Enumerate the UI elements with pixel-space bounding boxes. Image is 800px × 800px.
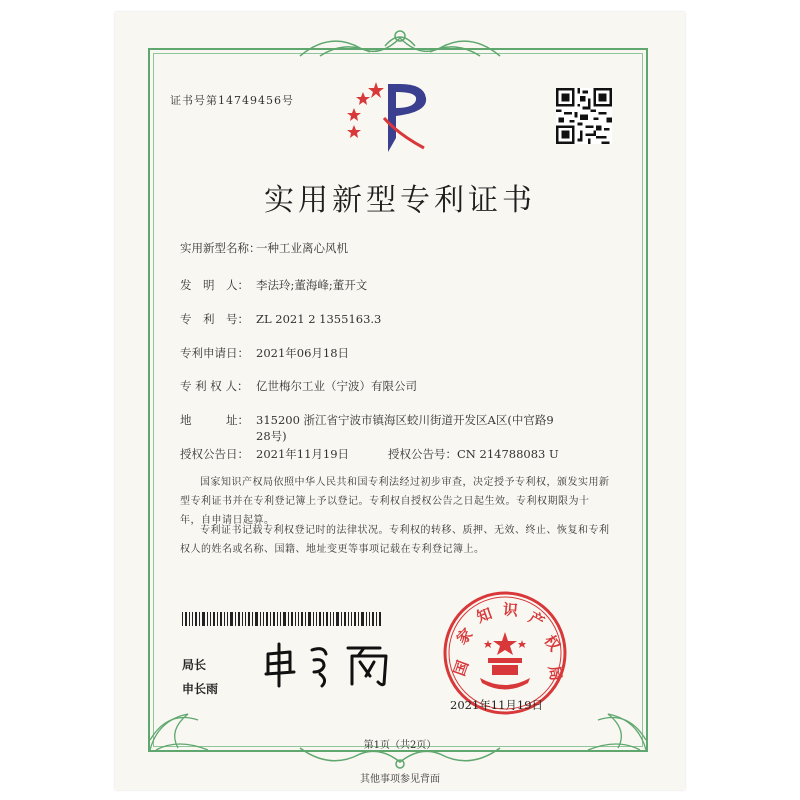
- field-value: 李法玲;董海峰;董开文: [256, 278, 368, 292]
- svg-text:局: 局: [544, 664, 566, 683]
- field-value-continued: 28号): [256, 429, 287, 443]
- svg-text:知: 知: [474, 604, 495, 627]
- director-signature: [262, 640, 402, 690]
- field-label: 授权公告日：: [180, 447, 249, 461]
- field-value: ZL 2021 2 1355163.3: [256, 312, 382, 326]
- footer-note: 其他事项参见背面: [360, 774, 440, 785]
- field-value: 亿世梅尔工业（宁波）有限公司: [256, 379, 417, 393]
- paragraph-grant-statement: 国家知识产权局依照中华人民共和国专利法经过初步审查，决定授予专利权，颁发实用新型专利证书并在专利登记簿上予以登记。专利权自授权公告之日起生效。专利权期限为十年，自申请日起算。: [180, 477, 610, 526]
- svg-text:产: 产: [525, 608, 548, 632]
- field-value: 315200 浙江省宁波市镇海区蛟川街道开发区A区(中官路9: [256, 413, 554, 427]
- barcode: [182, 612, 382, 626]
- patent-office-logo: [338, 78, 438, 160]
- page-number: 第1页（共2页）: [363, 740, 437, 751]
- director-name: 申长雨: [182, 682, 219, 696]
- field-label: 专 利 权 人：: [180, 379, 249, 393]
- field-label: 发 明 人：: [180, 278, 249, 292]
- certificate-title: 实用新型专利证书: [264, 183, 536, 218]
- field-value: 一种工业离心风机: [256, 241, 348, 255]
- field-grant-date: [180, 446, 559, 462]
- field-label: 地 址：: [180, 413, 249, 427]
- director-title: 局长: [182, 658, 207, 672]
- svg-text:家: 家: [452, 624, 477, 649]
- field-patent-number: [180, 311, 381, 327]
- field-application-date: [180, 345, 349, 361]
- svg-text:识: 识: [502, 600, 519, 620]
- certificate-number: 证书号第14749456号: [170, 94, 294, 107]
- field-value: 2021年06月18日: [256, 346, 350, 360]
- field-address: [180, 412, 554, 444]
- field-label: 专 利 号：: [180, 312, 249, 326]
- top-ornament: [290, 26, 510, 62]
- field-extra-label: 授权公告号：: [388, 447, 457, 461]
- field-inventors: [180, 277, 367, 293]
- svg-text:权: 权: [540, 631, 564, 655]
- paragraph-legal-status: 专利证书记载专利权登记时的法律状况。专利权的转移、质押、无效、终止、恢复和专利权人的姓名或名称、国籍、地址变更等事项记载在专利登记簿上。: [180, 525, 610, 555]
- field-label: 专利申请日：: [180, 346, 249, 360]
- field-utility-model-name: [180, 240, 348, 256]
- field-extra-value: CN 214788083 U: [457, 447, 559, 461]
- svg-text:国: 国: [450, 658, 473, 679]
- qr-code: [556, 88, 612, 144]
- field-label: 实用新型名称：: [180, 241, 261, 255]
- field-value-block: [256, 412, 554, 444]
- seal-date: 2021年11月19日: [450, 698, 544, 712]
- field-value: 2021年11月19日: [256, 447, 350, 461]
- field-patentee: [180, 378, 417, 394]
